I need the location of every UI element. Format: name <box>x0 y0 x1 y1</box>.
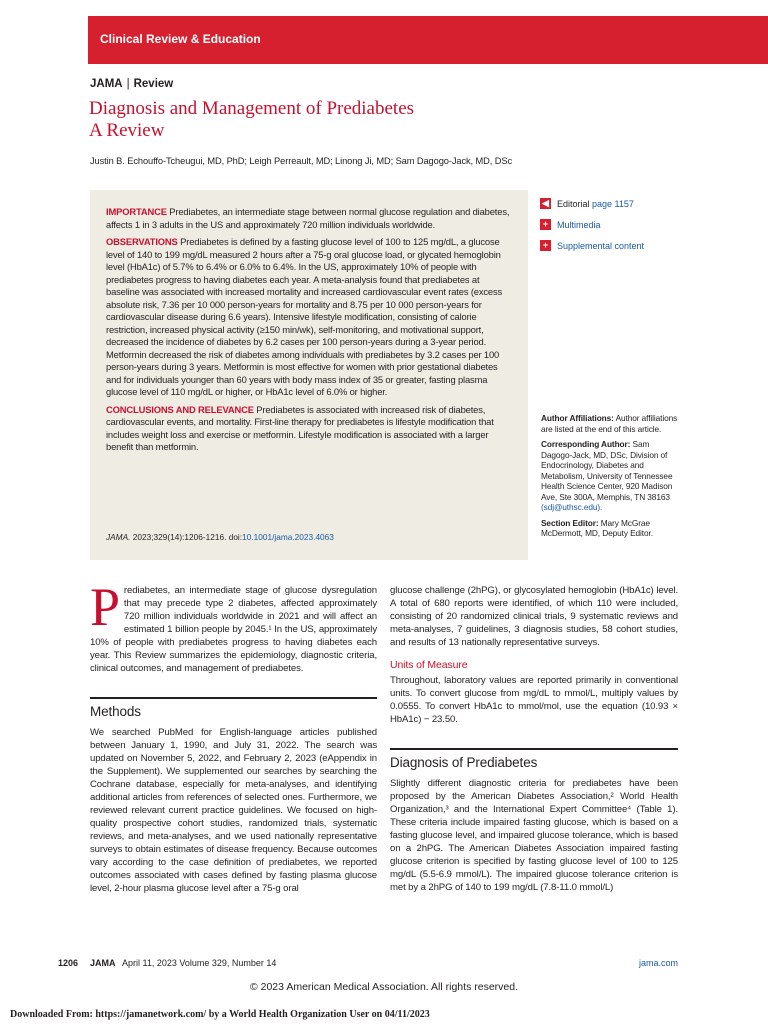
title-main: Diagnosis and Management of Prediabetes <box>89 98 415 119</box>
author-affiliations <box>541 413 681 434</box>
section-divider <box>90 697 377 699</box>
abstract-importance <box>106 206 514 231</box>
intro-paragraph <box>90 577 377 675</box>
download-notice: Downloaded From: https://jamanetwork.com/ by a World Health Organization User on 04/11/2023 <box>10 1009 430 1020</box>
page-footer <box>0 958 768 972</box>
supplemental-link[interactable] <box>540 235 644 256</box>
journal-name: JAMA <box>90 78 123 90</box>
editorial-link[interactable] <box>540 193 644 214</box>
editorial-page[interactable]: page 1157 <box>592 198 634 209</box>
section-editor <box>541 518 681 539</box>
abstract-conclusions <box>106 404 514 454</box>
citation-journal: JAMA. <box>106 532 131 542</box>
doi-link[interactable]: 10.1001/jama.2023.4063 <box>242 532 334 542</box>
footer-site-link[interactable]: jama.com <box>638 958 678 968</box>
section-divider <box>390 748 678 750</box>
multimedia-link[interactable] <box>540 214 644 235</box>
article-title <box>89 98 414 142</box>
abstract-text <box>106 206 514 459</box>
footer-issue: April 11, 2023 Volume 329, Number 14 <box>122 958 277 968</box>
affiliations-text: Author affiliations are listed at the end of this article. <box>541 413 678 434</box>
drop-cap: P <box>90 577 120 637</box>
section-banner <box>88 16 768 64</box>
arrow-left-icon: ◀ <box>540 198 551 209</box>
conclusions-text: Prediabetes is associated with increased risk of diabetes, cardiovascular events, and mortality. First-line therapy for prediabetes is lifestyle modification that includes weight loss and exercise or metformin. Lifestyle modification is associated with a larger benefit than metformin. <box>106 403 494 452</box>
supplemental-label[interactable]: Supplemental content <box>557 240 645 251</box>
article-citation <box>106 532 334 542</box>
corresponding-author <box>541 439 681 513</box>
copyright-notice: © 2023 American Medical Association. All rights reserved. <box>249 981 519 993</box>
journal-header <box>90 78 173 90</box>
importance-text: Prediabetes, an intermediate stage between normal glucose regulation and diabetes, affects 1 in 3 adults in the US and approximately 720 million individuals worldwide. <box>106 206 510 230</box>
methods-continued: glucose challenge (2hPG), or glycosylated hemoglobin (HbA1c) level. A total of 680 reports were identified, of which 110 were included, consisting of 20 randomized clinical trials, 9 systematic reviews and meta-analyses, 7 guidelines, 3 diagnosis studies, 58 cohort studies, and results of 13 nationally representative surveys. <box>390 585 678 648</box>
author-info-sidebar <box>541 413 681 544</box>
conclusions-heading: CONCLUSIONS AND RELEVANCE <box>106 403 254 415</box>
footer-journal: JAMA <box>90 958 116 968</box>
observations-text: Prediabetes is defined by a fasting glucose level of 100 to 125 mg/dL, a glucose level of 140 to 199 mg/dL measured 2 hours after a 75-g oral glucose load, or glycated hemoglobin level (HbA1c) of 5.7% to 6.4% or 6.0% to 6.4%. In the US, approximately 10% of people with prediabetes progress to having diabetes each year. A meta-analysis found that prediabetes at baseline was associated with increased mortality and increased cardiovascular event rates (excess absolute risk, 7.36 per 10 000 person-years for mortality and 8.75 per 10 000 person-years for cardiovascular disease during 6.6 years). Intensive lifestyle modification, consisting of calorie restriction, increased physical activity (≥150 min/wk), self-monitoring, and motivational support, decreased the incidence of diabetes by 6.2 cases per 100 person-years during a 3-year period. Metformin decreased the risk of diabetes among individuals with prediabetes by 3.2 cases per 100 person-years during 3 years. Metformin is most effective for women with prior gestational diabetes and for individuals younger than 60 years with body mass index of 35 or greater, fasting plasma glucose level of 110 mg/dL or higher, or HbA1c level of 6.0% or higher. <box>106 236 503 397</box>
affiliations-heading: Author Affiliations: <box>541 413 614 423</box>
journal-separator: | <box>126 78 130 90</box>
editor-heading: Section Editor: <box>541 517 599 528</box>
corresponding-heading: Corresponding Author: <box>541 439 631 449</box>
related-links <box>540 193 644 256</box>
diagnosis-heading: Diagnosis of Prediabetes <box>390 755 538 770</box>
methods-heading: Methods <box>90 704 141 719</box>
page-number: 1206 <box>58 958 79 968</box>
title-subtitle: A Review <box>89 120 165 141</box>
units-heading: Units of Measure <box>390 659 468 671</box>
abstract-box <box>90 190 528 560</box>
units-paragraph: Throughout, laboratory values are reported primarily in conventional units. To convert glucose from mg/dL to mmol/L, multiply values by 0.0555. To convert HbA1c to mmol/mol, use the equation (10.93 × HbA1c) − 23.50. <box>390 675 678 725</box>
multimedia-label[interactable]: Multimedia <box>557 219 601 230</box>
body-column-right <box>390 584 678 894</box>
section-banner-label: Clinical Review & Education <box>100 32 261 46</box>
abstract-observations <box>106 236 514 399</box>
plus-icon: + <box>540 219 551 230</box>
body-column-left <box>90 577 377 895</box>
plus-icon: + <box>540 240 551 251</box>
observations-heading: OBSERVATIONS <box>106 236 178 247</box>
methods-paragraph: We searched PubMed for English-language articles published between January 1, 1990, and July 31, 2022. The search was updated on November 5, 2022, and February 2, 2023 (eAppendix in the Supplement). We supplemented our searches by searching the Cochrane database, especially for meta-analyses, and identifying additional articles from references of selected ones. Furthermore, we reviewed relevant current practice guidelines. We focused on high-quality prospective cohort studies, randomized trials, systematic reviews, and meta-analyses, and we used nationally representative surveys to obtain estimates of disease frequency. Because outcomes vary according to the case definition of prediabetes, we reported outcomes associated with cases defined by fasting plasma glucose level, 2-hour plasma glucose level after a 75-g oral <box>90 727 377 894</box>
article-type: Review <box>133 78 174 90</box>
author-list: Justin B. Echouffo-Tcheugui, MD, PhD; Leigh Perreault, MD; Linong Ji, MD; Sam Dagogo-Jack, MD, DSc <box>90 156 512 166</box>
corresponding-email[interactable]: (sdj@uthsc.edu). <box>541 502 603 512</box>
intro-text: rediabetes, an intermediate stage of glucose dysregulation that may precede type 2 diabetes, affected approximately 720 million individuals worldwide in 2021 and will affect an estimated 1 billion people by 2045.¹ In the US, approximately 10% of people with prediabetes progress to having diabetes each year. This Review summarizes the epidemiology, diagnostic criteria, clinical outcomes, and management of prediabetes. <box>90 585 377 674</box>
editor-text: Mary McGrae McDermott, MD, Deputy Editor. <box>541 517 653 538</box>
editorial-label: Editorial <box>557 198 590 209</box>
diagnosis-paragraph: Slightly different diagnostic criteria for prediabetes have been proposed by the American Diabetes Association,² World Health Organization,³ and the International Expert Committee⁴ (Table 1). These criteria include impaired fasting glucose, which is based on a fasting glucose level, and impaired glucose tolerance, which is based on a 2hPG. The American Diabetes Association impaired fasting glucose criterion is specified by fasting glucose level of 100 to 125 mg/dL (5.5-6.9 mmol/L). The impaired glucose tolerance criterion is met by a 2hPG of 140 to 199 mg/dL (7.8-11.0 mmol/L) <box>390 778 678 893</box>
corresponding-text: Sam Dagogo-Jack, MD, DSc, Division of Endocrinology, Diabetes and Metabolism, University of Tennessee Health Science Center, 920 Madison Ave, Ste 300A, Memphis, TN 38163 <box>541 439 673 502</box>
citation-text: 2023;329(14):1206-1216. doi: <box>132 532 243 542</box>
importance-heading: IMPORTANCE <box>106 206 167 217</box>
